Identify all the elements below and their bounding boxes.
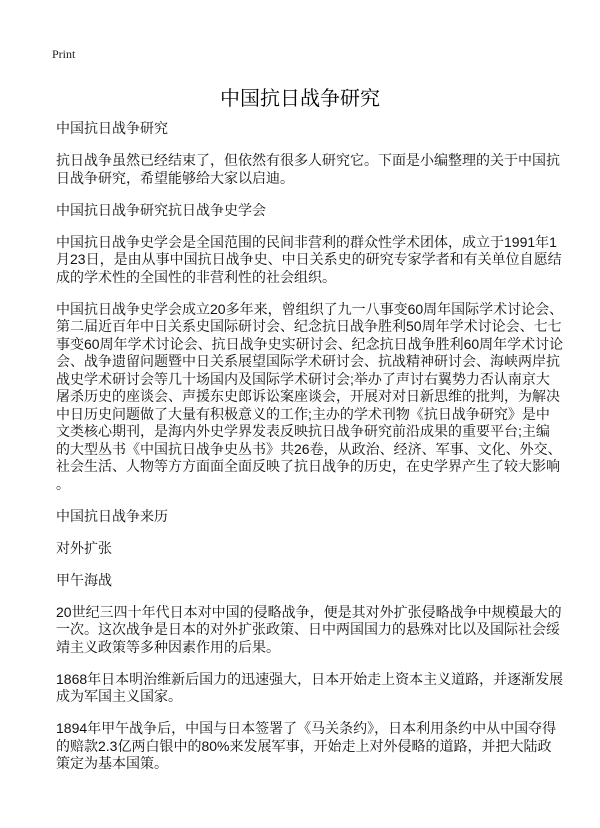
text-line: 中国抗日战争来历 bbox=[56, 507, 168, 524]
paragraph bbox=[56, 508, 556, 526]
paragraph bbox=[56, 152, 560, 187]
text-line: 的大型丛书《中国抗日战争史丛书》共26卷，从政治、经济、军事、文化、外交、 bbox=[56, 440, 562, 457]
text-line: 20世纪三四十年代日本对中国的侵略战争，便是其对外扩张侵略战争中规模最大的 bbox=[56, 603, 562, 620]
text-line: 战史学术研讨会等几十场国内及国际学术研讨会;举办了声讨右翼势力否认南京大 bbox=[56, 370, 550, 387]
text-line: 中国抗日战争研究抗日战争史学会 bbox=[56, 201, 266, 218]
text-line: 抗日战争虽然已经结束了，但依然有很多人研究它。下面是小编整理的关于中国抗 bbox=[56, 152, 560, 168]
text-line: 对外扩张 bbox=[56, 539, 112, 556]
text-line: 事变60周年学术讨论会、抗日战争史实研讨会、纪念抗日战争胜利60周年学术讨论 bbox=[56, 335, 564, 352]
text-line: 日战争研究，希望能够给大家以启迪。 bbox=[56, 169, 294, 186]
text-line: 社会生活、人物等方方面面全面反映了抗日战争的历史，在史学界产生了较大影响 bbox=[56, 458, 560, 474]
text-line: 第二届近百年中日关系史国际研讨会、纪念抗日战争胜利50周年学术讨论会、七七 bbox=[56, 318, 562, 334]
text-line: 甲午海战 bbox=[56, 571, 112, 588]
paragraph bbox=[56, 233, 562, 287]
text-line: 成为军国主义国家。 bbox=[56, 688, 182, 704]
text-line: 1868年日本明治维新后国力的迅速强大，日本开始走上资本主义道路，并逐渐发展 bbox=[56, 670, 564, 687]
text-line: 月23日，是由从事中国抗日战争史、中日关系史的研究专家学者和有关单位自愿结 bbox=[56, 251, 562, 267]
text-line: 文类核心期刊，是海内外史学界发表反映抗日战争研究前沿成果的重要平台;主编 bbox=[56, 423, 550, 439]
paragraph bbox=[56, 572, 556, 590]
text-line: 靖主义政策等多种因素作用的后果。 bbox=[56, 638, 280, 655]
paragraph bbox=[56, 300, 564, 494]
text-line: 。 bbox=[56, 475, 70, 492]
paragraph bbox=[56, 202, 556, 220]
text-line: 的赔款2.3亿两白银中的80%来发展军事，开始走上对外侵略的道路，并把大陆政 bbox=[56, 737, 552, 754]
article-body bbox=[56, 120, 564, 787]
text-line: 1894年甲午战争后，中国与日本签署了《马关条约》，日本利用条约中从中国夺得 bbox=[56, 720, 557, 736]
print-link[interactable]: Print bbox=[52, 47, 76, 61]
text-line: 中国抗日战争史学会是全国范围的民间非营利的群众性学术团体，成立于1991年1 bbox=[56, 233, 557, 250]
paragraph bbox=[56, 603, 562, 657]
text-line: 中国抗日战争史学会成立20多年来，曾组织了九一八事变60周年国际学术讨论会、 bbox=[56, 300, 564, 317]
paragraph bbox=[56, 120, 556, 138]
text-line: 一次。这次战争是日本的对外扩张政策、日中两国国力的悬殊对比以及国际社会绥 bbox=[56, 621, 560, 637]
paragraph bbox=[56, 720, 556, 773]
page-title: 中国抗日战争研究 bbox=[220, 88, 380, 110]
text-line: 中国抗日战争研究 bbox=[56, 120, 168, 136]
paragraph bbox=[56, 540, 556, 558]
text-line: 屠杀历史的座谈会、声援东史郎诉讼案座谈会，开展对对日新思维的批判，为解决 bbox=[56, 388, 560, 404]
text-line: 中日历史问题做了大量有积极意义的工作;主办的学术刊物《抗日战争研究》是中 bbox=[56, 405, 550, 422]
text-line: 策定为基本国策。 bbox=[56, 755, 168, 771]
paragraph bbox=[56, 670, 564, 706]
text-line: 会、战争遗留问题暨中日关系展望国际学术研讨会、抗战精神研讨会、海峡两岸抗 bbox=[56, 353, 560, 369]
text-line: 成的学术性的全国性的非营利性的社会组织。 bbox=[56, 268, 336, 285]
